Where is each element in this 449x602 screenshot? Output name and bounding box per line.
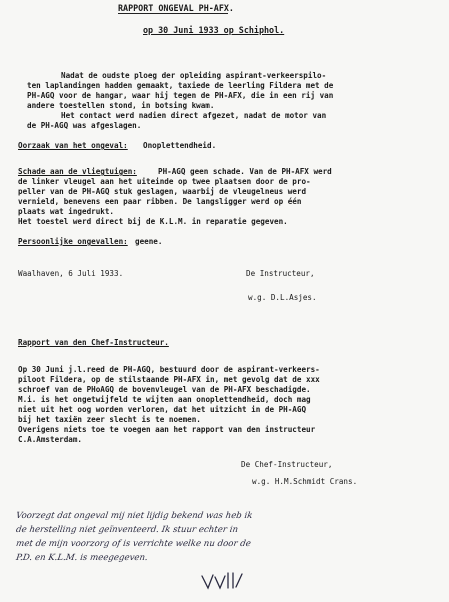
chief-line: Op 30 Juni j.l.reed de PH-AGQ, bestuurd door de aspirant-verkeers- [18,365,320,374]
handwritten-line: P.D. en K.L.M. is meegegeven. [15,553,149,563]
damage-label: Schade aan de vliegtuigen: [18,167,137,176]
chief-line: schroef van de PHoAGQ de bovenvleugel van de PH-AFX beschadigde. [18,385,311,394]
handwritten-initials [200,570,260,594]
instructor-title: De Instructeur, [246,269,315,278]
handwritten-line: Voorzegt dat ongeval mij niet lijdig bekend was heb ik [15,511,254,521]
handwritten-line: met de mijn voorzorg of is verrichte welke nu door de [15,539,252,549]
damage-line: PH-AGQ geen schade. Van de PH-AFX werd [158,167,332,176]
chief-signature: w.g. H.M.Schmidt Crans. [252,477,358,486]
chief-report-heading: Rapport van den Chef-Instructeur. [18,338,169,347]
report-title: RAPPORT ONGEVAL PH-AFX. [118,3,234,13]
personal-injury-label: Persoonlijke ongevallen: [18,237,128,246]
title-underline [118,13,228,14]
damage-line: de linker vleugel aan het uiteinde op twee plaatsen door de pro- [18,177,311,186]
chief-title: De Chef-Instructeur, [241,460,333,469]
cause-label: Oorzaak van het ongeval: [18,141,128,150]
intro-line: andere toestellen stond, in botsing kwam. [27,101,215,110]
chief-line: Overigens niets toe te voegen aan het rapport van den instructeur [18,425,316,434]
damage-line: peller van de PH-AGQ stuk geslagen, waarbij de vleugelneus werd [18,187,307,196]
intro-line: Het contact werd nadien direct afgezet, nadat de motor van [61,111,327,120]
chief-line: M.i. is het ongetwijfeld te wijten aan onoplettendheid, doch mag [18,395,311,404]
intro-line: Nadat de oudste ploeg der opleiding aspirant-verkeerspilo- [61,71,327,80]
damage-line: plaats wat ingedrukt. [18,207,115,216]
intro-line: PH-AGQ voor de hangar, waar hij tegen de PH-AFX, die in een rij van [27,91,334,100]
handwritten-line: de herstelling niet geïnventeerd. Ik stuur echter in [15,525,239,535]
chief-line: bij het taxiën zeer slecht is te noemen. [18,415,201,424]
place-date: Waalhaven, 6 Juli 1933. [18,269,124,278]
damage-line: Het toestel werd direct bij de K.L.M. in reparatie gegeven. [18,217,288,226]
report-date-line: op 30 Juni 1933 op Schiphol. [143,25,285,35]
chief-line: niet uit het oog worden verloren, dat het uitzicht in de PH-AGQ [18,405,307,414]
damage-line: vernield, benevens een paar ribben. De langsligger werd op één [18,197,302,206]
chief-line: C.A.Amsterdam. [18,435,83,444]
cause-value: Onoplettendheid. [143,141,217,150]
intro-line: ten laplandingen hadden gemaakt, taxiede de leerling Fildera met de [27,81,334,90]
personal-injury-value: geene. [135,237,163,246]
intro-line: de PH-AGQ was afgeslagen. [27,121,142,130]
chief-line: piloot Fildera, op de stilstaande PH-AFX in, met gevolg dat de xxx [18,375,320,384]
instructor-signature: w.g. D.L.Asjes. [248,293,317,302]
